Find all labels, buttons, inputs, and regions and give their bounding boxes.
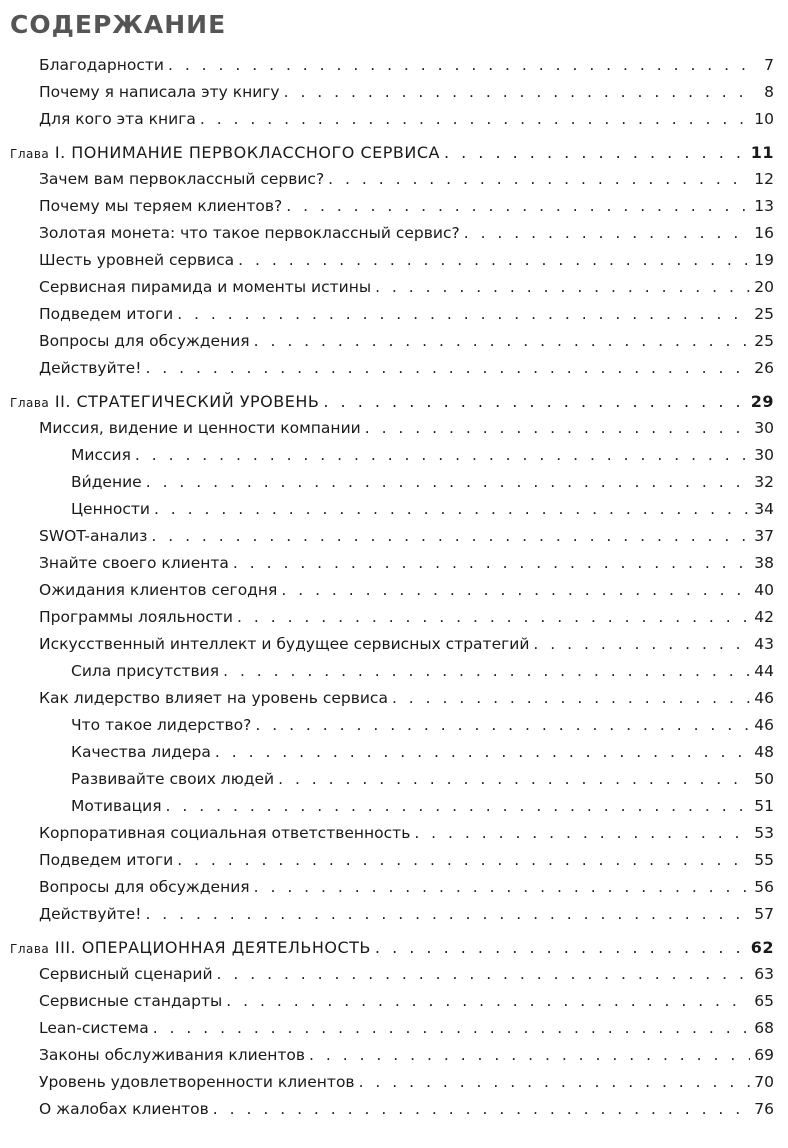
toc-entry-text: Развивайте своих людей [71,770,275,788]
dot-leader [414,820,750,847]
toc-entry-label [71,739,211,766]
chapter-prefix: Глава [10,396,50,410]
toc-entry-text: Благодарности [39,56,164,74]
toc-entry-text: Сервисная пирамида и моменты истины [39,278,372,296]
toc-entry-text: Мотивация [71,797,162,815]
dot-leader [464,220,750,247]
dot-leader [238,247,750,274]
dot-leader [154,496,750,523]
toc-entry-text: II. СТРАТЕГИЧЕСКИЙ УРОВЕНЬ [54,392,320,411]
dot-leader [145,901,750,928]
toc-entry[interactable] [10,247,774,274]
toc-page-number: 56 [754,878,774,896]
toc-entry-label [39,685,388,712]
toc-entry[interactable] [10,106,774,133]
toc-entry-text: О жалобах клиентов [39,1100,209,1118]
toc-entry-label [39,1096,209,1123]
dot-leader [309,1042,750,1069]
toc-entry-text: Качества лидера [71,743,211,761]
toc-page-number: 8 [764,83,774,101]
dot-leader [145,355,750,382]
toc-entry-label [71,793,162,820]
toc-entry-label [10,139,440,168]
toc-entry-label [39,1015,149,1042]
toc-entry[interactable] [10,274,774,301]
toc-entry-label [39,1042,305,1069]
chapter-prefix: Глава [10,147,50,161]
toc-page-number: 69 [754,1046,774,1064]
toc-page-number: 30 [754,419,774,437]
toc-entry-label [10,388,319,417]
toc-entry[interactable] [10,1069,774,1096]
toc-entry-label [71,766,274,793]
toc-page-number: 76 [754,1100,774,1118]
toc-entry-text: Действуйте! [39,905,142,923]
dot-leader [254,874,750,901]
toc-entry-text: Искусственный интеллект и будущее сервисных стратегий [39,635,530,653]
toc-entry-label [39,820,410,847]
toc-entry-text: III. ОПЕРАЦИОННАЯ ДЕЯТЕЛЬНОСТЬ [54,938,371,957]
dot-leader [226,988,750,1015]
toc-entry[interactable] [10,301,774,328]
toc-entry-label [71,496,150,523]
toc-entry[interactable] [10,79,774,106]
toc-page-number: 32 [754,473,774,491]
dot-leader [135,442,750,469]
toc-entry-text: Действуйте! [39,359,142,377]
toc-entry[interactable] [10,631,774,658]
toc-entry-label [39,631,529,658]
toc-entry-text: Знайте своего клиента [39,554,229,572]
dot-leader [286,193,750,220]
toc-entry-label [39,577,277,604]
toc-entry[interactable] [10,550,774,577]
toc-entry-label [39,301,173,328]
toc-page-number: 62 [750,938,774,957]
toc-entry[interactable] [10,496,774,523]
toc-page-number: 7 [764,56,774,74]
toc-entry[interactable] [10,523,774,550]
toc-entry-label [39,874,250,901]
toc-page-number: 10 [754,110,774,128]
toc-page-number: 34 [754,500,774,518]
toc-page-number: 46 [754,689,774,707]
toc-entry-label [39,550,229,577]
toc-entry-text: Корпоративная социальная ответственность [39,824,411,842]
dot-leader [153,1015,750,1042]
toc-page-number: 50 [754,770,774,788]
dot-leader [359,1069,750,1096]
dot-leader [237,604,750,631]
toc-page-number: 55 [754,851,774,869]
toc-entry[interactable] [10,766,774,793]
toc-entry-text: Что такое лидерство? [71,716,252,734]
toc-entry-text: Подведем итоги [39,851,174,869]
toc-page-number: 44 [754,662,774,680]
toc-entry[interactable] [10,739,774,766]
dot-leader [200,106,750,133]
toc-page-number: 12 [754,170,774,188]
toc-chapter-entry[interactable] [10,388,774,415]
dot-leader [392,685,750,712]
dot-leader [215,739,750,766]
toc-entry-label [39,193,282,220]
toc-entry[interactable] [10,604,774,631]
toc-entry-label [39,523,147,550]
toc-entry-text: Почему мы теряем клиентов? [39,197,283,215]
toc-page-number: 25 [754,332,774,350]
toc-entry-label [39,220,460,247]
toc-entry[interactable] [10,220,774,247]
toc-entry[interactable] [10,874,774,901]
toc-page-number: 13 [754,197,774,215]
dot-leader [444,139,747,166]
dot-leader [213,1096,750,1123]
toc-entry-text: Lean-система [39,1019,149,1037]
toc-entry[interactable] [10,52,774,79]
toc-page-number: 11 [750,143,774,162]
toc-entry-label [39,106,196,133]
toc-entry-text: Почему я написала эту книгу [39,83,280,101]
toc-page-number: 42 [754,608,774,626]
toc-page-number: 63 [754,965,774,983]
toc-entry-label [39,847,173,874]
toc-entry[interactable] [10,793,774,820]
toc-entry[interactable] [10,988,774,1015]
toc-entry[interactable] [10,328,774,355]
toc-entry-label [39,1069,355,1096]
toc-entry-text: Миссия [71,446,131,464]
toc-entry[interactable] [10,685,774,712]
dot-leader [168,52,750,79]
dot-leader [151,523,750,550]
toc-entry-label [39,274,371,301]
toc-page-number: 37 [754,527,774,545]
toc-page-number: 30 [754,446,774,464]
toc-entry-text: Миссия, видение и ценности компании [39,419,361,437]
toc-entry[interactable] [10,415,774,442]
chapter-prefix: Глава [10,942,50,956]
toc-entry-text: Уровень удовлетворенности клиентов [39,1073,355,1091]
toc-entry-label [10,934,371,963]
toc-entry-text: Программы лояльности [39,608,234,626]
dot-leader [177,847,750,874]
toc-entry-text: Золотая монета: что такое первоклассный сервис? [39,224,460,242]
dot-leader [281,577,750,604]
toc-entry[interactable] [10,658,774,685]
dot-leader [284,79,750,106]
toc-entry[interactable] [10,901,774,928]
toc-entry-text: SWOT-анализ [39,527,148,545]
toc-entry-label [39,415,361,442]
dot-leader [255,712,750,739]
toc-entry[interactable] [10,961,774,988]
toc-entry[interactable] [10,166,774,193]
toc-entry-text: Ожидания клиентов сегодня [39,581,278,599]
toc-page-number: 16 [754,224,774,242]
toc-page-number: 29 [750,392,774,411]
toc-entry[interactable] [10,847,774,874]
page-title: СОДЕРЖАНИЕ [10,10,227,39]
toc-entry[interactable] [10,577,774,604]
toc-entry-label [39,604,233,631]
toc-entry-text: I. ПОНИМАНИЕ ПЕРВОКЛАССНОГО СЕРВИСА [54,143,440,162]
toc-entry[interactable] [10,820,774,847]
dot-leader [323,388,746,415]
toc-page-number: 43 [754,635,774,653]
dot-leader [166,793,750,820]
toc-entry-label [39,166,324,193]
toc-entry-text: Для кого эта книга [39,110,196,128]
toc-list [10,52,774,1123]
toc-page-number: 40 [754,581,774,599]
dot-leader [375,274,750,301]
toc-entry[interactable] [10,355,774,382]
toc-entry-label [71,442,131,469]
toc-entry[interactable] [10,442,774,469]
toc-entry-text: Зачем вам первоклассный сервис? [39,170,325,188]
toc-entry-text: Вопросы для обсуждения [39,878,250,896]
toc-entry-label [39,988,222,1015]
dot-leader [177,301,750,328]
toc-entry-label [39,328,250,355]
toc-page-number: 53 [754,824,774,842]
toc-entry-text: Вопросы для обсуждения [39,332,250,350]
toc-page-number: 51 [754,797,774,815]
toc-entry-text: Подведем итоги [39,305,174,323]
toc-entry[interactable] [10,193,774,220]
dot-leader [217,961,750,988]
toc-entry-text: Как лидерство влияет на уровень сервиса [39,689,388,707]
dot-leader [375,934,747,961]
toc-entry-label [39,355,141,382]
toc-page-number: 46 [754,716,774,734]
toc-entry-label [39,247,234,274]
toc-entry-label [71,658,219,685]
toc-page-number: 20 [754,278,774,296]
dot-leader [254,328,750,355]
toc-chapter-entry[interactable] [10,934,774,961]
toc-entry[interactable] [10,712,774,739]
dot-leader [328,166,750,193]
dot-leader [223,658,750,685]
toc-entry[interactable] [10,1015,774,1042]
toc-page-number: 68 [754,1019,774,1037]
toc-page-number: 26 [754,359,774,377]
toc-entry-text: Сервисные стандарты [39,992,223,1010]
toc-entry[interactable] [10,469,774,496]
toc-entry[interactable] [10,1096,774,1123]
toc-page-number: 70 [754,1073,774,1091]
toc-chapter-entry[interactable] [10,139,774,166]
toc-entry-label [71,712,251,739]
toc-entry-text: Ценности [71,500,150,518]
toc-entry-label [39,79,280,106]
toc-entry[interactable] [10,1042,774,1069]
toc-entry-label [39,52,164,79]
toc-page-number: 48 [754,743,774,761]
toc-page-number: 19 [754,251,774,269]
toc-entry-label [39,961,213,988]
dot-leader [533,631,750,658]
dot-leader [278,766,750,793]
dot-leader [365,415,750,442]
toc-page-number: 57 [754,905,774,923]
toc-page-number: 38 [754,554,774,572]
toc-entry-text: Ви́дение [71,473,142,491]
dot-leader [233,550,750,577]
toc-page-number: 25 [754,305,774,323]
toc-entry-label [39,901,141,928]
toc-page-number: 65 [754,992,774,1010]
dot-leader [146,469,750,496]
toc-entry-label [71,469,142,496]
toc-entry-text: Сила присутствия [71,662,220,680]
toc-entry-text: Шесть уровней сервиса [39,251,235,269]
toc-entry-text: Сервисный сценарий [39,965,213,983]
toc-entry-text: Законы обслуживания клиентов [39,1046,306,1064]
